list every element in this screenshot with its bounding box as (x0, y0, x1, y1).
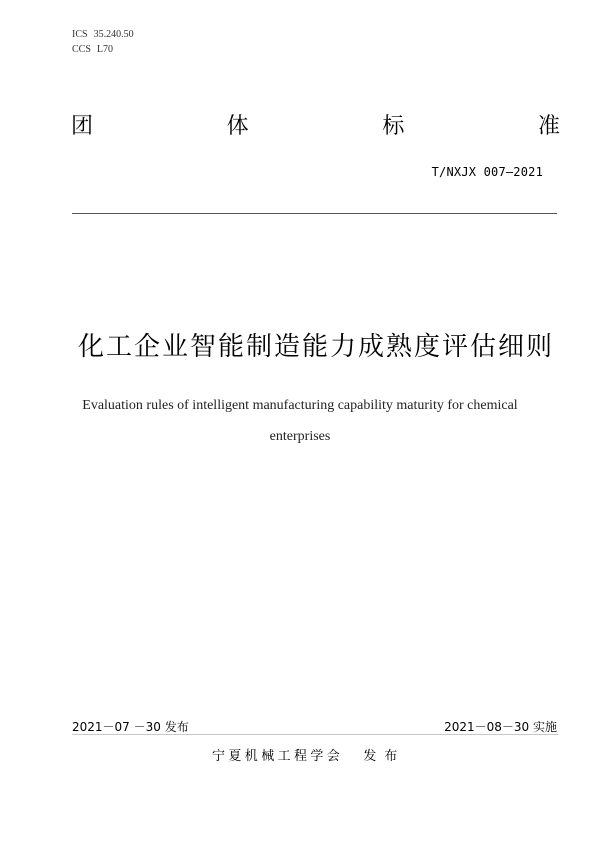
publisher-action: 发布 (363, 749, 406, 764)
document-title-english-line1: Evaluation rules of intelligent manufacturing capability maturity for chemical (82, 398, 518, 413)
publish-date: 2021－07 －30 发布 (72, 720, 189, 734)
ics-classification (72, 29, 134, 41)
ccs-classification (72, 44, 113, 56)
document-title-chinese: 化工企业智能制造能力成熟度评估细则 (78, 332, 555, 362)
publisher-name: 宁夏机械工程学会 (212, 749, 344, 764)
implement-date: 2021－08－30 实施 (444, 720, 557, 734)
ics-value: 35.240.50 (93, 29, 134, 40)
publisher-line (212, 748, 405, 766)
document-title-english-line2: enterprises (269, 429, 331, 444)
standard-type-char: 团 (71, 114, 94, 139)
standard-type-char: 体 (226, 114, 249, 139)
standard-type-char: 标 (382, 114, 405, 139)
header-divider (72, 213, 557, 214)
footer-divider (72, 734, 558, 735)
ccs-value: L70 (96, 44, 114, 55)
standard-type-char: 准 (537, 114, 560, 139)
ccs-label: CCS (72, 44, 91, 55)
standard-code: T/NXJX 007—2021 (431, 165, 543, 179)
standard-type-heading (71, 112, 560, 142)
ics-label: ICS (72, 29, 88, 40)
